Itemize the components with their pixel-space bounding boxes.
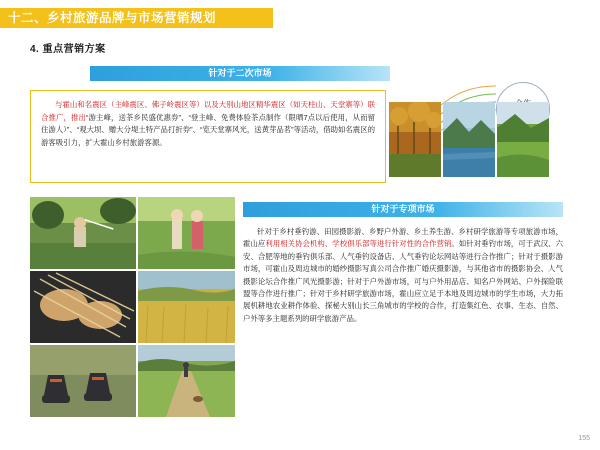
special-market-text-b: 。如针对垂钓市场，可于武汉、六安、合肥等地的垂钓俱乐部、人气垂钓设备店、人气垂钓论坛网站等进行合作推广；针对于摄影游市场，可霍山及周边城市的婚纱摄影写真公司合作推广婚庆摄影游，与其他省市的摄影协会、人气摄影论坛合作推广风光摄影游；针对于户外游市场，可与户外用品店、知名户外网站、户外探险联盟等合作进行推广；针对于乡村研学旅游市场，霍山应立足于本地及周边城市的学生市场，大力拓展机耕地农业耕作体验、探秘大别山长三角城市的学校的合作，打造集红色、衣事、生态、自然、户外等多主题系列的研学旅游产品。 (243, 239, 563, 323)
photo-country-path (138, 345, 235, 417)
secondary-market-text-highlight: 与霍山和名震区（主峰震区、佛子岭震区等）以及大别山地区精华震区（如天柱山、天堂寨等）联合推广，推出 (41, 100, 375, 122)
secondary-market-text (41, 99, 375, 149)
secondary-market-box (30, 90, 386, 183)
photo-autumn-forest (389, 102, 441, 177)
band-secondary-market: 针对于二次市场 (90, 66, 390, 81)
special-market-text-a: 针对于乡村垂钓游、田园摄影游、乡野户外游、乡土养生游、乡村研学旅游等专项旅游市场，霍山应 (243, 227, 563, 249)
section-heading: 4. 重点营销方案 (30, 44, 106, 55)
photo-fishing (30, 197, 136, 269)
photo-lake-valley (443, 102, 495, 177)
photo-hands-weaving (30, 271, 136, 343)
secondary-market-text-body: “游主峰，送茶乡民盛优惠券”、“登主峰、免费体验茶点制作（限晒7点以后使用，从而留住游人）”、“观大坝、赠大分堤土特产品打折券”、“览天堂寨风光，送黄芽品茗”等活动，借助如名震区的游客吸引力，扩大霍山乡村旅游客源。 (41, 112, 375, 147)
photo-hiking-boots (30, 345, 136, 417)
special-market-text (243, 226, 563, 325)
page-number: 155 (578, 435, 590, 442)
photo-green-hills (497, 102, 549, 177)
page-title: 十二、乡村旅游品牌与市场营销规划 (8, 11, 217, 25)
band-special-market: 针对于专项市场 (243, 202, 563, 217)
special-market-paragraph (243, 226, 563, 325)
photo-wheat-field (138, 271, 235, 343)
photo-couple-meadow (138, 197, 235, 269)
special-market-text-highlight: 利用相关协会机构、学校俱乐部等进行针对性的合作营销 (265, 239, 452, 249)
